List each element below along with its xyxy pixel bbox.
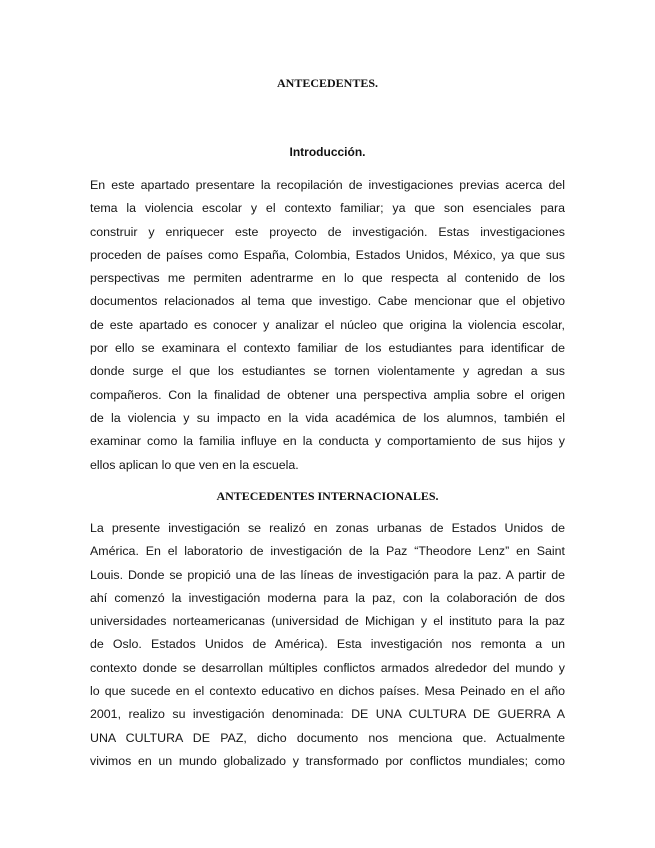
paragraph-line: construir y enriquecer este proyecto de investigación. Estas investigaciones — [90, 224, 565, 239]
paragraph-line: donde surge el que los estudiantes se tornen violentamente y agredan a sus — [90, 364, 565, 379]
introduction-paragraph — [90, 174, 565, 477]
paragraph-line: examinar como la familia influye en la conducta y comportamiento de sus hijos y — [90, 434, 565, 449]
paragraph-line: Louis. Donde se propició una de las líneas de investigación para la paz. A partir de — [90, 567, 565, 582]
paragraph-line: documentos relacionados al tema que investigo. Cabe mencionar que el objetivo — [90, 294, 565, 309]
paragraph-line: UNA CULTURA DE PAZ, dicho documento nos menciona que. Actualmente — [90, 730, 565, 745]
paragraph-line: compañeros. Con la finalidad de obtener una perspectiva amplia sobre el origen — [90, 387, 565, 402]
paragraph-line: de Oslo. Estados Unidos de América). Esta investigación nos remonta a un — [90, 637, 565, 652]
paragraph-line: La presente investigación se realizó en zonas urbanas de Estados Unidos de — [90, 521, 565, 535]
paragraph-line: En este apartado presentare la recopilación de investigaciones previas acerca del — [90, 178, 565, 192]
paragraph-line: de este apartado es conocer y analizar el núcleo que origina la violencia escolar, — [90, 317, 565, 332]
paragraph-line: ahí comenzó la investigación moderna para la paz, con la colaboración de dos — [90, 590, 565, 605]
introduction-heading: Introducción. — [289, 145, 366, 159]
paragraph-line: contexto donde se desarrollan múltiples conflictos armados alrededor del mundo y — [90, 660, 565, 675]
international-heading: ANTECEDENTES INTERNACIONALES. — [216, 489, 439, 503]
paragraph-line: universidades norteamericanas (universidad de Michigan y el instituto para la paz — [90, 614, 565, 629]
paragraph-line: vivimos en un mundo globalizado y transformado por conflictos mundiales; como — [90, 753, 565, 768]
page-title: ANTECEDENTES. — [276, 76, 379, 90]
paragraph-line: proceden de países como España, Colombia, Estados Unidos, México, ya que sus — [90, 247, 565, 262]
paragraph-line: perspectivas me permiten adentrarme en lo que respecta al contenido de los — [90, 271, 565, 286]
paragraph-line: América. En el laboratorio de investigación de la Paz “Theodore Lenz” en Saint — [90, 544, 565, 559]
paragraph-line: lo que sucede en el contexto educativo en dichos países. Mesa Peinado en el año — [90, 684, 565, 699]
paragraph-line: por ello se examinara el contexto familiar de los estudiantes para identificar de — [90, 341, 565, 356]
paragraph-line: tema la violencia escolar y el contexto familiar; ya que son esenciales para — [90, 201, 565, 216]
paragraph-line: ellos aplican lo que ven en la escuela. — [90, 457, 299, 472]
international-paragraph — [90, 517, 565, 773]
paragraph-line: 2001, realizo su investigación denominada: DE UNA CULTURA DE GUERRA A — [90, 707, 565, 722]
paragraph-line: de la violencia y su impacto en la vida académica de los alumnos, también el — [90, 410, 565, 425]
